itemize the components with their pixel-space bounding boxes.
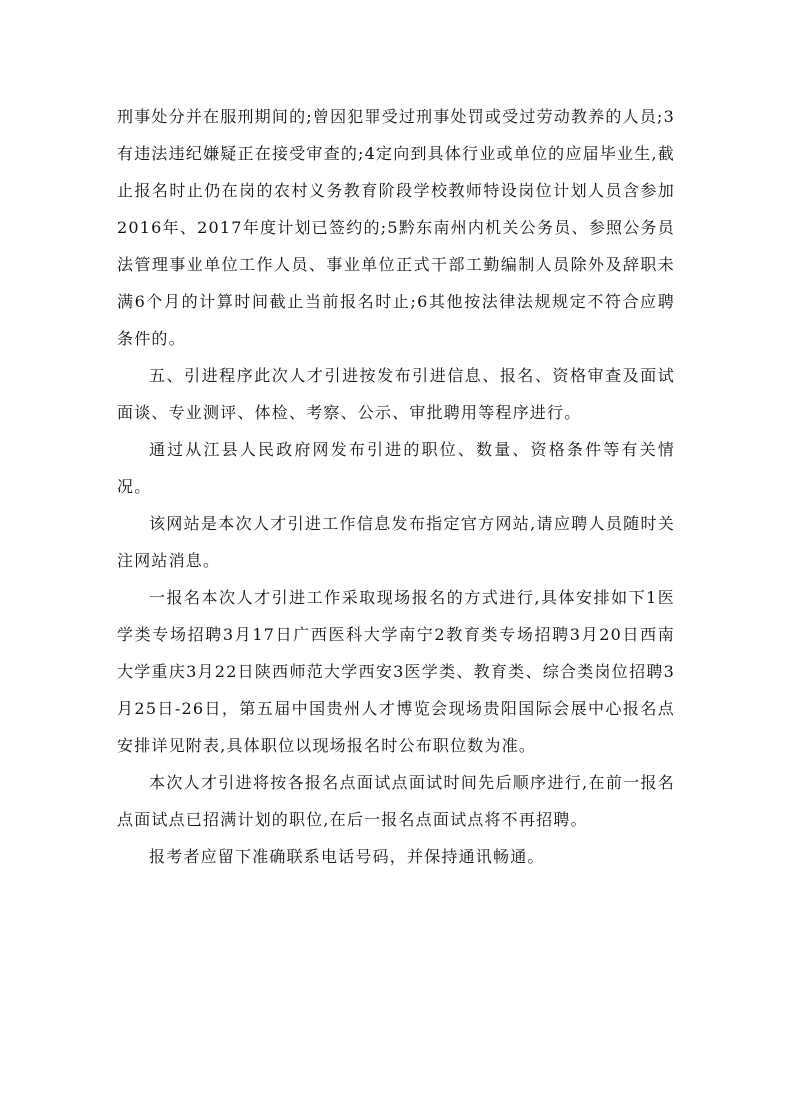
document-body (117, 98, 675, 875)
paragraph-recruitment-procedure: 五、引进程序此次人才引进按发布引进信息、报名、资格审查及面试面谈、专业测评、体检、考察、公示、审批聘用等程序进行。 (117, 366, 675, 422)
paragraph-registration-schedule: 一报名本次人才引进工作采取现场报名的方式进行,具体安排如下1医学类专场招聘3月17日广西医科大学南宁2教育类专场招聘3月20日西南大学重庆3月22日陕西师范大学西安3医学类、教育类、综合类岗位招聘3月25日-26日，第五届中国贵州人才博览会现场贵阳国际会展中心报名点安排详见附表,具体职位以现场报名时公布职位数为准。 (117, 588, 675, 755)
paragraph-disqualification-conditions: 刑事处分并在服刑期间的;曾因犯罪受过刑事处罚或受过劳动教养的人员;3有违法违纪嫌疑正在接受审查的;4定向到具体行业或单位的应届毕业生,截止报名时止仍在岗的农村义务教育阶段学校教师特设岗位计划人员含参加2016年、2017年度计划已签约的;5黔东南州内机关公务员、参照公务员法管理事业单位工作人员、事业单位正式干部工勤编制人员除外及辞职未满6个月的计算时间截止当前报名时止;6其他按法律法规规定不符合应聘条件的。 (117, 107, 675, 348)
paragraph-interview-order: 本次人才引进将按各报名点面试点面试时间先后顺序进行,在前一报名点面试点已招满计划的职位,在后一报名点面试点将不再招聘。 (117, 773, 675, 829)
paragraph-contact-info: 报考者应留下准确联系电话号码，并保持通讯畅通。 (149, 847, 545, 866)
paragraph-official-website: 该网站是本次人才引进工作信息发布指定官方网站,请应聘人员随时关注网站消息。 (117, 514, 675, 570)
paragraph-publication-channel: 通过从江县人民政府网发布引进的职位、数量、资格条件等有关情况。 (117, 440, 675, 496)
